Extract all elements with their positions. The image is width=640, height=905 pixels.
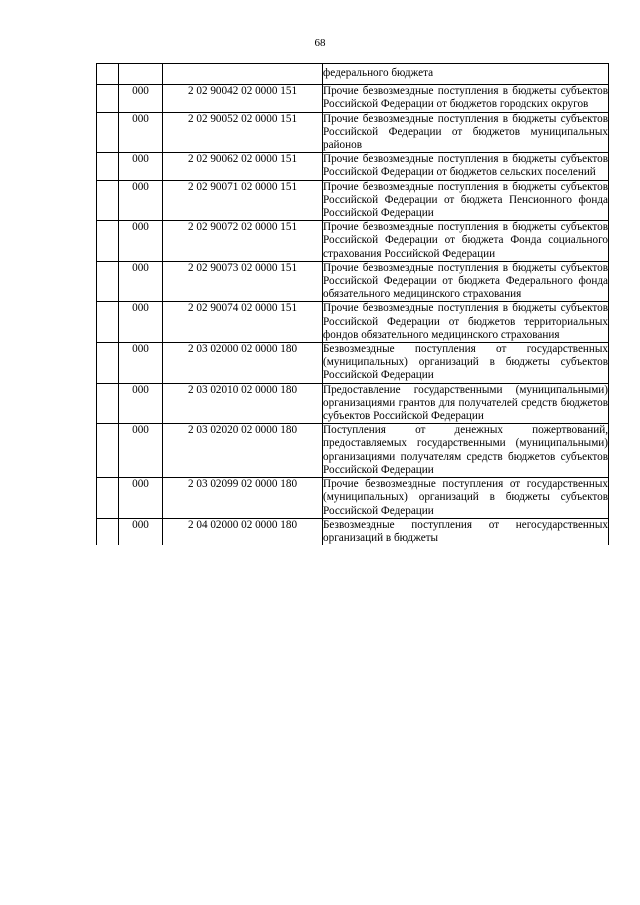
admin-code-cell: 000 bbox=[119, 424, 163, 478]
table-row bbox=[97, 424, 609, 478]
table-row bbox=[97, 112, 609, 153]
classification-code-cell: 2 02 90042 02 0000 151 bbox=[163, 85, 323, 112]
table-row bbox=[97, 180, 609, 221]
blank-cell bbox=[97, 85, 119, 112]
classification-code-cell: 2 03 02099 02 0000 180 bbox=[163, 478, 323, 519]
classification-code-cell: 2 02 90072 02 0000 151 bbox=[163, 221, 323, 262]
income-name-cell bbox=[323, 112, 609, 153]
income-name-text: федерального бюджета bbox=[323, 67, 434, 79]
blank-cell bbox=[97, 153, 119, 180]
classification-code-cell: 2 04 02000 02 0000 180 bbox=[163, 518, 323, 545]
table-row bbox=[97, 85, 609, 112]
classification-code-cell: 2 02 90074 02 0000 151 bbox=[163, 302, 323, 343]
income-name-text: Безвозмездные поступления от негосударственных организаций в бюджеты bbox=[323, 518, 608, 544]
income-name-cell bbox=[323, 64, 609, 85]
admin-code-cell: 000 bbox=[119, 85, 163, 112]
income-name-cell bbox=[323, 180, 609, 221]
admin-code-cell: 000 bbox=[119, 302, 163, 343]
table-row bbox=[97, 221, 609, 262]
classification-code-cell: 2 02 90073 02 0000 151 bbox=[163, 261, 323, 302]
income-name-text: Прочие безвозмездные поступления в бюджеты субъектов Российской Федерации от бюджета Федерального фонда обязательного медицинского страхования bbox=[323, 261, 608, 301]
income-name-cell bbox=[323, 221, 609, 262]
admin-code-cell: 000 bbox=[119, 383, 163, 424]
classification-code-cell: 2 02 90052 02 0000 151 bbox=[163, 112, 323, 153]
income-name-cell bbox=[323, 261, 609, 302]
blank-cell bbox=[97, 261, 119, 302]
income-name-text: Прочие безвозмездные поступления в бюджеты субъектов Российской Федерации от бюджетов городских округов bbox=[323, 85, 608, 111]
admin-code-cell: 000 bbox=[119, 261, 163, 302]
classification-code-cell: 2 02 90071 02 0000 151 bbox=[163, 180, 323, 221]
classification-code-cell: 2 03 02010 02 0000 180 bbox=[163, 383, 323, 424]
blank-cell bbox=[97, 518, 119, 545]
blank-cell bbox=[97, 112, 119, 153]
admin-code-cell: 000 bbox=[119, 343, 163, 384]
income-name-cell bbox=[323, 343, 609, 384]
income-name-text: Прочие безвозмездные поступления в бюджеты субъектов Российской Федерации от бюджетов муниципальных районов bbox=[323, 112, 608, 152]
table-body bbox=[97, 64, 609, 546]
blank-cell bbox=[97, 343, 119, 384]
admin-code-cell: 000 bbox=[119, 153, 163, 180]
income-name-cell bbox=[323, 302, 609, 343]
income-name-cell bbox=[323, 478, 609, 519]
admin-code-cell bbox=[119, 64, 163, 85]
income-name-cell bbox=[323, 153, 609, 180]
classification-code-cell: 2 02 90062 02 0000 151 bbox=[163, 153, 323, 180]
table-row bbox=[97, 343, 609, 384]
income-name-text: Поступления от денежных пожертвований, предоставляемых государственными (муниципальными) организациями получателям средств бюджетов субъектов Российской Федерации bbox=[323, 424, 608, 476]
income-name-text: Безвозмездные поступления от государственных (муниципальных) организаций в бюджеты субъектов Российской Федерации bbox=[323, 343, 608, 382]
income-name-text: Прочие безвозмездные поступления от государственных (муниципальных) организаций в бюджеты субъектов Российской Федерации bbox=[323, 478, 608, 517]
table-row bbox=[97, 153, 609, 180]
blank-cell bbox=[97, 221, 119, 262]
blank-cell bbox=[97, 383, 119, 424]
admin-code-cell: 000 bbox=[119, 478, 163, 519]
table-row bbox=[97, 261, 609, 302]
budget-classification-table bbox=[96, 63, 609, 545]
table-row bbox=[97, 383, 609, 424]
table-row bbox=[97, 518, 609, 545]
table-row bbox=[97, 302, 609, 343]
table-row-continuation bbox=[97, 64, 609, 85]
classification-code-cell bbox=[163, 64, 323, 85]
income-name-cell bbox=[323, 85, 609, 112]
income-name-text: Прочие безвозмездные поступления в бюджеты субъектов Российской Федерации от бюджетов сельских поселений bbox=[323, 153, 608, 179]
classification-code-cell: 2 03 02000 02 0000 180 bbox=[163, 343, 323, 384]
page-number: 68 bbox=[314, 37, 326, 49]
admin-code-cell: 000 bbox=[119, 221, 163, 262]
admin-code-cell: 000 bbox=[119, 112, 163, 153]
income-name-text: Предоставление государственными (муниципальными) организациями грантов для получателей средств бюджетов субъектов Российской Федерации bbox=[323, 383, 608, 423]
income-name-cell bbox=[323, 424, 609, 478]
income-name-text: Прочие безвозмездные поступления в бюджеты субъектов Российской Федерации от бюджетов территориальных фондов обязательного медицинского страхования bbox=[323, 302, 608, 341]
blank-cell bbox=[97, 302, 119, 343]
income-name-text: Прочие безвозмездные поступления в бюджеты субъектов Российской Федерации от бюджета Пенсионного фонда Российской Федерации bbox=[323, 180, 608, 220]
blank-cell bbox=[97, 180, 119, 221]
table-row bbox=[97, 478, 609, 519]
income-name-text: Прочие безвозмездные поступления в бюджеты субъектов Российской Федерации от бюджета Фонда социального страхования Российской Федерации bbox=[323, 221, 608, 260]
blank-cell bbox=[97, 424, 119, 478]
income-name-cell bbox=[323, 383, 609, 424]
income-name-cell bbox=[323, 518, 609, 545]
admin-code-cell: 000 bbox=[119, 180, 163, 221]
blank-cell bbox=[97, 64, 119, 85]
classification-code-cell: 2 03 02020 02 0000 180 bbox=[163, 424, 323, 478]
blank-cell bbox=[97, 478, 119, 519]
admin-code-cell: 000 bbox=[119, 518, 163, 545]
